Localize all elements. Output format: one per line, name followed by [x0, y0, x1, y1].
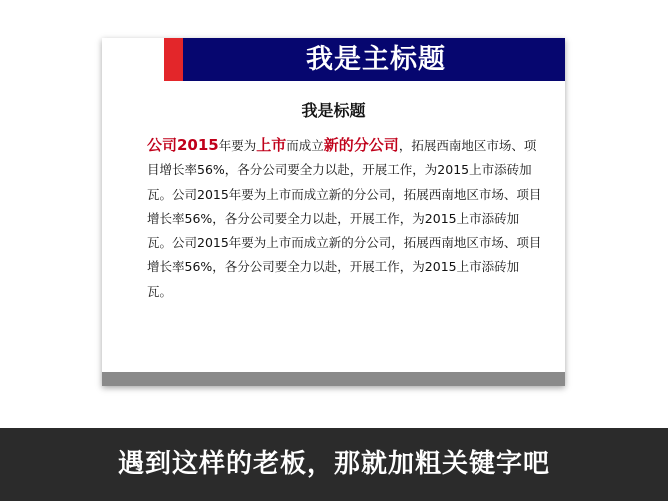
- caption-band: [0, 428, 668, 501]
- footer-bar: [102, 372, 565, 386]
- body-paragraph: [147, 133, 543, 304]
- text-segment: 而成立: [286, 138, 324, 153]
- caption-text: 遇到这样的老板，那就加粗关键字吧: [117, 449, 550, 479]
- text-segment: 年要为: [218, 138, 257, 153]
- header-red-accent: [164, 38, 183, 81]
- highlight-new-branch: 新的分公司: [323, 136, 399, 154]
- main-title: 我是主标题: [306, 44, 446, 75]
- sub-title: 我是标题: [301, 101, 366, 120]
- slide-card: [102, 38, 565, 386]
- text-segment: ，拓展西南地区市场、项目增长率56%，各分公司要全力以赴，开展工作，为2015上市添砖加瓦。公司2015年要为上市而成立新的分公司，拓展西南地区市场、项目增长率56%，各分公司要全力以赴，开展工作，为2015上市添砖加瓦。公司2015年要为上市而成立新的分公司，拓展西南地区市场、项目增长率56%，各分公司要全力以赴，开展工作，为2015上市添砖加瓦。: [147, 138, 542, 299]
- highlight-company-2015: 公司2015: [147, 136, 219, 154]
- header-white-block: [102, 38, 164, 81]
- highlight-listing: 上市: [256, 136, 287, 154]
